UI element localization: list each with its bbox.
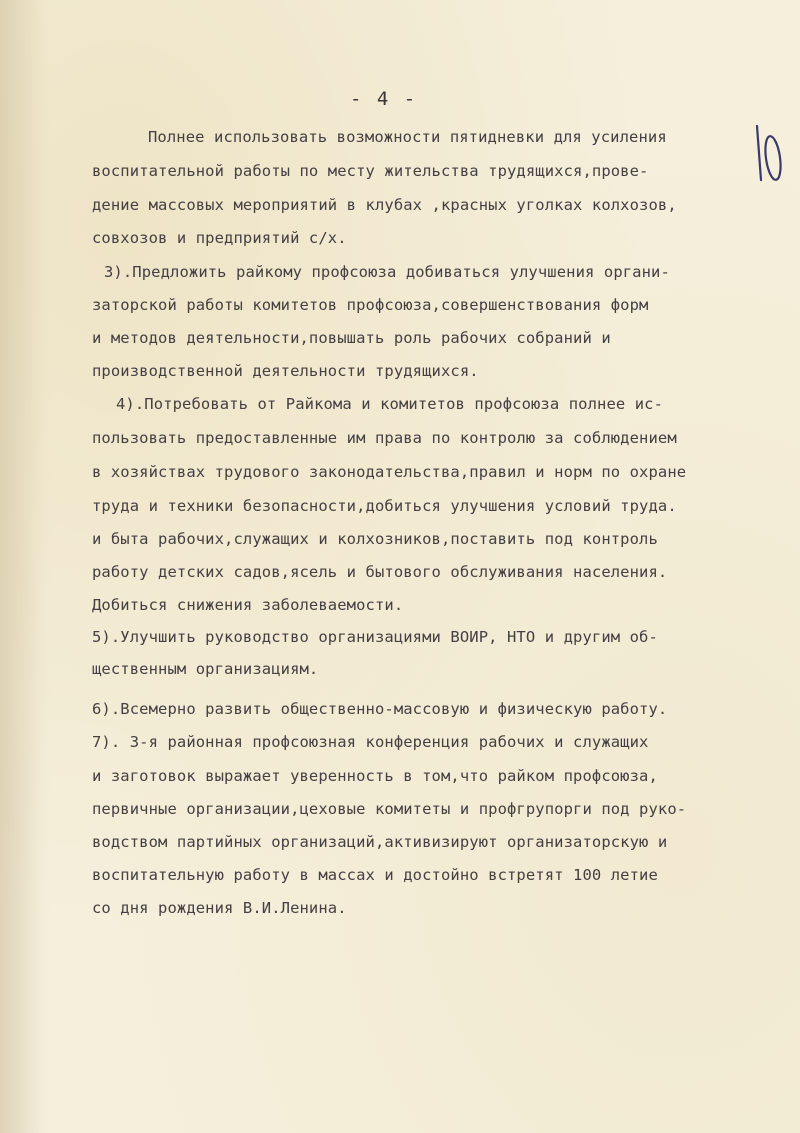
text-line: Полнее использовать возможности пятидневки для усиления [148,128,667,146]
text-line: и заготовок выражает уверенность в том,что райком профсоюза, [92,767,658,785]
text-line: 5).Улучшить руководство организациями ВОИР, НТО и другим об- [92,628,658,646]
paper-fold-shadow [0,0,50,1133]
handwritten-page-mark [745,120,789,192]
text-line: первичные организации,цеховые комитеты и профгрупорги под руко- [92,800,687,818]
text-line: воспитательную работу в массах и достойно встретят 100 летие [92,866,658,884]
text-line: 7). 3-я районная профсоюзная конференция рабочих и служащих [92,733,649,751]
text-line: заторской работы комитетов профсоюза,совершенствования форм [92,296,649,314]
text-line: пользовать предоставленные им права по контролю за соблюдением [92,429,677,447]
text-line: 6).Всемерно развить общественно-массовую и физическую работу. [92,700,668,718]
text-line: работу детских садов,ясель и бытового обслуживания населения. [92,563,668,581]
text-line: 4).Потребовать от Райкома и комитетов профсоюза полнее ис- [116,395,664,413]
text-line: щественным организациям. [92,660,319,678]
text-line: труда и техники безопасности,добиться улучшения условий труда. [92,497,677,515]
text-line: совхозов и предприятий с/х. [92,229,347,247]
text-line: и методов деятельности,повышать роль рабочих собраний и [92,329,611,347]
text-line: дение массовых мероприятий в клубах ,красных уголках колхозов, [92,196,677,214]
page-number: - 4 - [350,88,418,110]
text-line: 3).Предложить райкому профсоюза добиваться улучшения органи- [104,263,670,281]
text-line: воспитательной работы по месту жительства трудящихся,прове- [92,162,649,180]
text-line: со дня рождения В.И.Ленина. [92,899,347,917]
text-line: Добиться снижения заболеваемости. [92,596,404,614]
text-line: производственной деятельности трудящихся. [92,362,479,380]
text-line: в хозяйствах трудового законодательства,правил и норм по охране [92,463,687,481]
text-line: и быта рабочих,служащих и колхозников,поставить под контроль [92,530,658,548]
text-line: водством партийных организаций,активизируют организаторскую и [92,833,668,851]
